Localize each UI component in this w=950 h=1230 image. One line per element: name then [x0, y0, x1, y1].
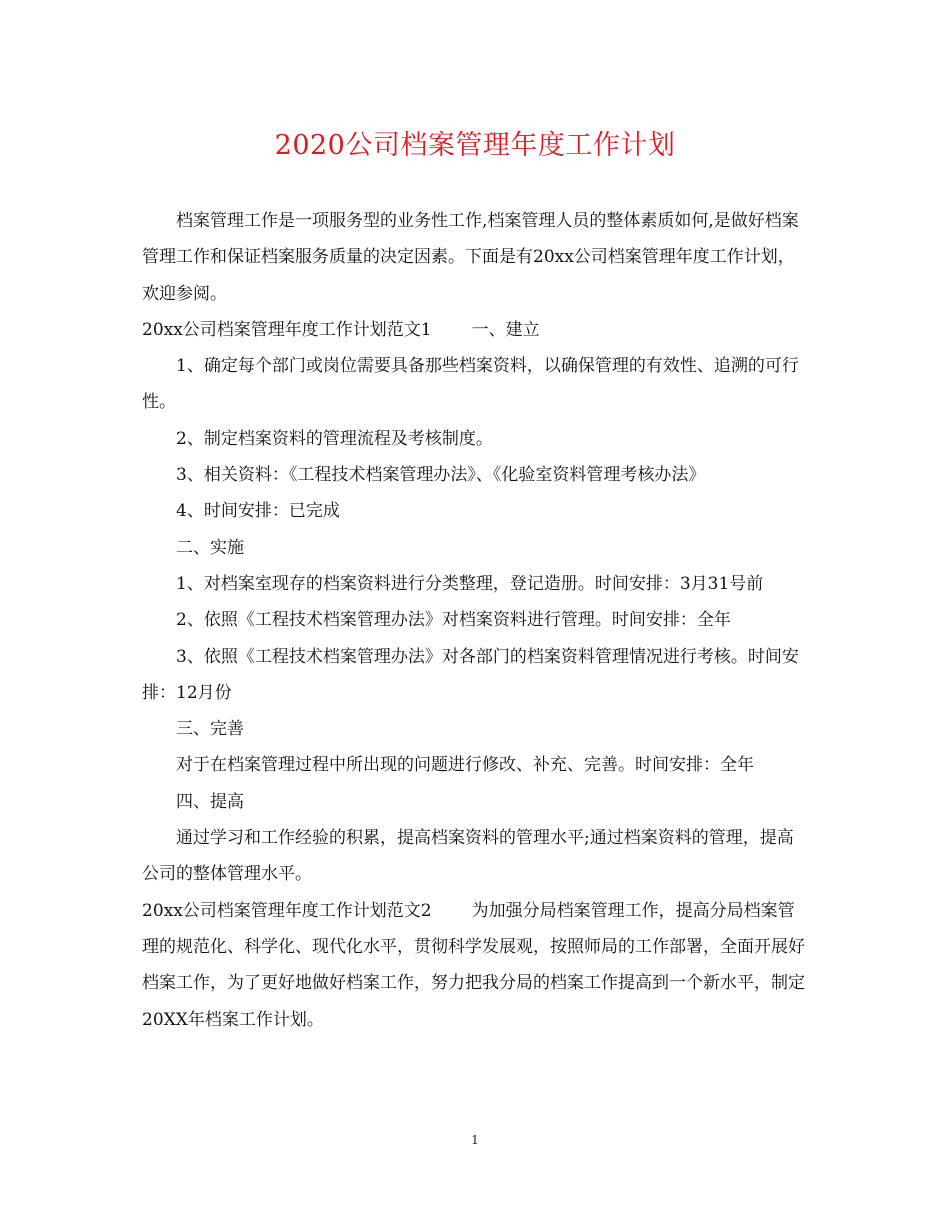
section4-text: 通过学习和工作经验的积累，提高档案资料的管理水平;通过档案资料的管理，提高公司的整体管理水平。 [142, 828, 794, 885]
section3-heading: 三、完善 [176, 719, 244, 740]
sample2-paragraph [142, 893, 810, 1038]
intro-paragraph: 档案管理工作是一项服务型的业务性工作,档案管理人员的整体素质如何,是做好档案管理工作和保证档案服务质量的决定因素。下面是有20xx公司档案管理年度工作计划，欢迎参阅。 [142, 211, 799, 304]
section2-item1: 1、对档案室现存的档案资料进行分类整理，登记造册。时间安排：3月31号前 [176, 573, 764, 594]
section1-item3: 3、相关资料：《工程技术档案管理办法》、《化验室资料管理考核办法》 [176, 465, 706, 486]
document-title: 2020公司档案管理年度工作计划 [274, 130, 676, 161]
document-body [142, 203, 810, 1038]
section1-item2: 2、制定档案资料的管理流程及考核制度。 [176, 428, 493, 449]
section2-item3: 3、依照《工程技术档案管理办法》对各部门的档案资料管理情况进行考核。时间安排：12月份 [142, 646, 799, 703]
sample1-heading: 20xx公司档案管理年度工作计划范文1 [142, 319, 432, 340]
section2-heading: 二、实施 [176, 537, 244, 558]
section1-item4: 4、时间安排：已完成 [176, 501, 340, 522]
section2-item2: 2、依照《工程技术档案管理办法》对档案资料进行管理。时间安排：全年 [176, 610, 731, 631]
sample2-text: 为加强分局档案管理工作，提高分局档案管理的规范化、科学化、现代化水平，贯彻科学发展观，按照师局的工作部署，全面开展好档案工作，为了更好地做好档案工作，努力把我分局的档案工作提高到一个新水平，制定20XX年档案工作计划。 [142, 900, 805, 1030]
section4-heading: 四、提高 [176, 791, 244, 812]
sample2-heading: 20xx公司档案管理年度工作计划范文2 [142, 900, 432, 921]
section1-heading: 一、建立 [471, 319, 540, 340]
page-number: 1 [471, 1133, 479, 1147]
sample1-line [142, 312, 810, 348]
section1-item1: 1、确定每个部门或岗位需要具备那些档案资料，以确保管理的有效性、追溯的可行性。 [142, 356, 799, 413]
section3-text: 对于在档案管理过程中所出现的问题进行修改、补充、完善。时间安排：全年 [176, 755, 754, 776]
